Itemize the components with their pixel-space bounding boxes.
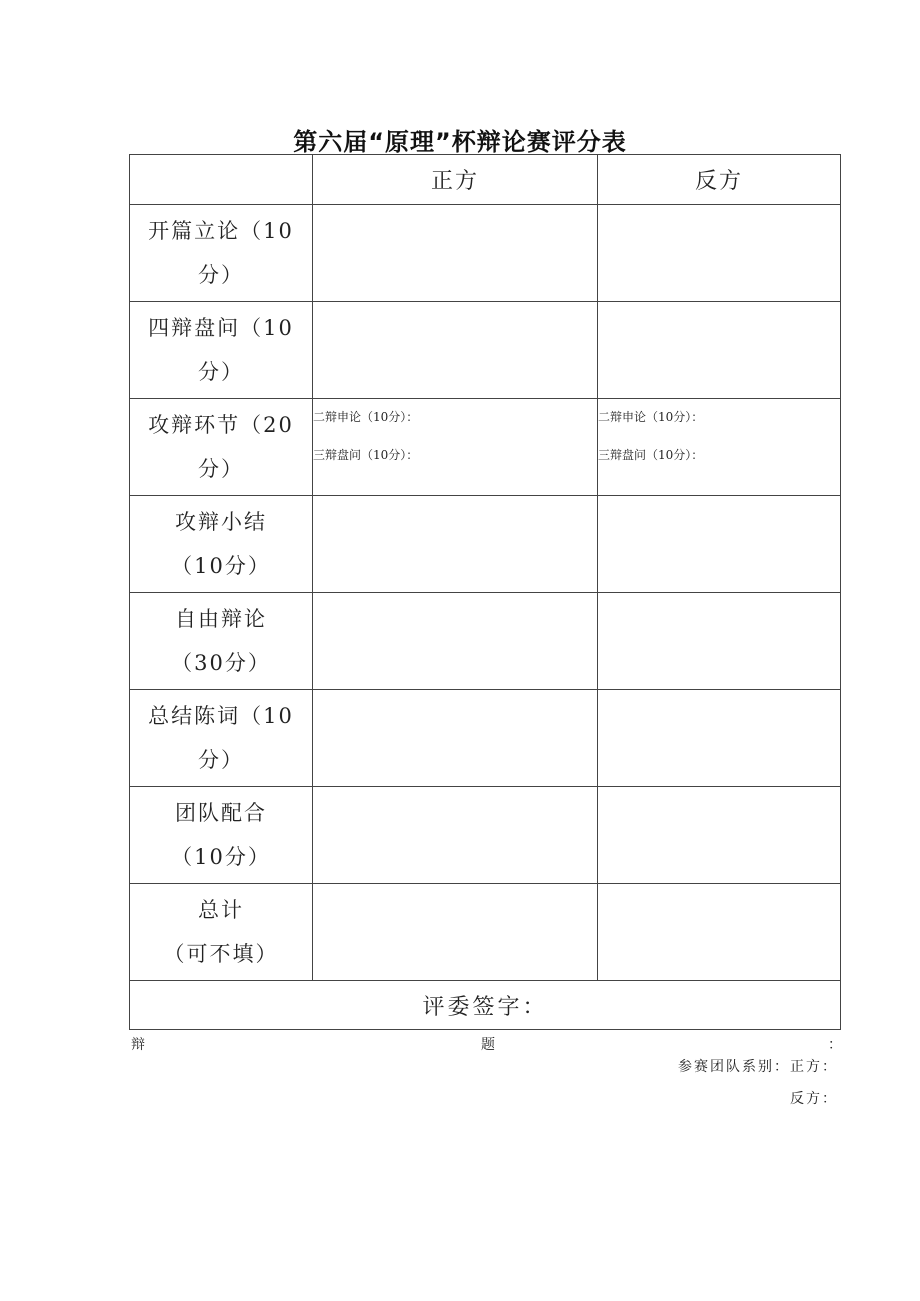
- topic-label-char1: 辩: [131, 1037, 145, 1053]
- pro-score-cell[interactable]: [313, 884, 598, 981]
- criterion-line2: （10分）: [171, 845, 271, 869]
- criterion-label: [130, 496, 313, 593]
- sub-item-label: 二辩申论（10分）：: [598, 410, 704, 424]
- criterion-line2: （10分）: [171, 554, 271, 578]
- sub-item-label: 三辩盘问（10分）：: [313, 448, 419, 462]
- criterion-line1: 总结陈词（10: [148, 704, 294, 728]
- pro-score-cell[interactable]: [313, 690, 598, 787]
- con-score-cell[interactable]: [598, 593, 841, 690]
- pro-score-cell[interactable]: [313, 205, 598, 302]
- table-row: [130, 205, 841, 302]
- header-pro: 正方: [313, 155, 598, 205]
- criterion-line1: 自由辩论: [175, 607, 267, 631]
- con-score-cell[interactable]: [598, 884, 841, 981]
- criterion-line1: 团队配合: [175, 801, 267, 825]
- table-header-row: [130, 155, 841, 205]
- page-title: 第六届“原理”杯辩论赛评分表: [293, 128, 627, 156]
- con-team-label: 反方：: [790, 1091, 838, 1107]
- criterion-label: [130, 593, 313, 690]
- pro-score-cell[interactable]: [313, 399, 598, 496]
- topic-colon: ：: [828, 1037, 842, 1053]
- criterion-label: [130, 787, 313, 884]
- table-row: [130, 787, 841, 884]
- criterion-label: [130, 302, 313, 399]
- criterion-line2: （可不填）: [163, 942, 279, 966]
- criterion-line2: 分）: [198, 360, 244, 384]
- criterion-line1: 攻辩小结: [175, 510, 267, 534]
- header-con: 反方: [598, 155, 841, 205]
- table-row: [130, 399, 841, 496]
- criterion-line1: 四辩盘问（10: [148, 316, 294, 340]
- criterion-label: [130, 690, 313, 787]
- table-row: [130, 302, 841, 399]
- table-row: [130, 690, 841, 787]
- criterion-line1: 总计: [198, 898, 244, 922]
- criterion-line2: 分）: [198, 263, 244, 287]
- criterion-line1: 攻辩环节（20: [148, 413, 294, 437]
- criterion-line2: （30分）: [171, 651, 271, 675]
- pro-score-cell[interactable]: [313, 302, 598, 399]
- criterion-line1: 开篇立论（10: [148, 219, 294, 243]
- criterion-label: [130, 399, 313, 496]
- teams-label: 参赛团队系别：正方：: [678, 1059, 838, 1075]
- criterion-label: [130, 205, 313, 302]
- pro-score-cell[interactable]: [313, 496, 598, 593]
- criterion-line2: 分）: [198, 748, 244, 772]
- con-score-cell[interactable]: [598, 496, 841, 593]
- criterion-line2: 分）: [198, 457, 244, 481]
- table-row: [130, 884, 841, 981]
- signature-row: [130, 981, 841, 1030]
- sub-item-label: 三辩盘问（10分）：: [598, 448, 704, 462]
- pro-score-cell[interactable]: [313, 787, 598, 884]
- criterion-label: [130, 884, 313, 981]
- header-blank-cell: [130, 155, 313, 205]
- con-score-cell[interactable]: [598, 302, 841, 399]
- pro-score-cell[interactable]: [313, 593, 598, 690]
- sub-item-label: 二辩申论（10分）：: [313, 410, 419, 424]
- topic-label-char2: 题: [481, 1037, 495, 1053]
- table-row: [130, 496, 841, 593]
- con-score-cell[interactable]: [598, 690, 841, 787]
- judge-signature[interactable]: 评委签字：: [130, 981, 841, 1030]
- score-table: [129, 154, 841, 1030]
- table-row: [130, 593, 841, 690]
- con-score-cell[interactable]: [598, 399, 841, 496]
- con-score-cell[interactable]: [598, 205, 841, 302]
- con-score-cell[interactable]: [598, 787, 841, 884]
